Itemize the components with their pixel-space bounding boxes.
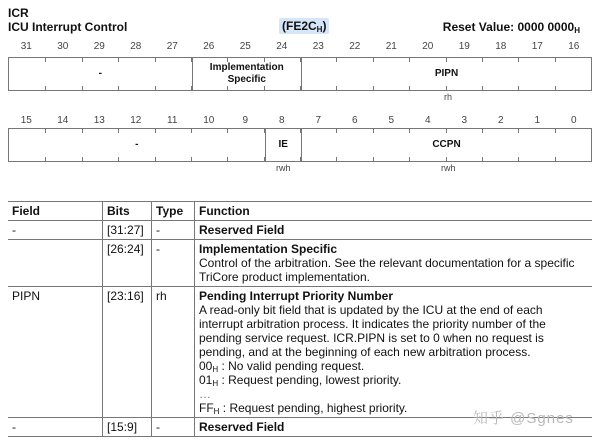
- bit-tick: [336, 58, 337, 62]
- bit-tick: [555, 86, 556, 90]
- bit-tick: [446, 86, 447, 90]
- bit-tick: [409, 157, 410, 161]
- bit-number: 26: [203, 41, 215, 52]
- bit-number: 9: [242, 115, 249, 126]
- bit-tick: [82, 129, 83, 133]
- bit-tick: [82, 58, 83, 62]
- bit-tick: [518, 58, 519, 62]
- cell-type: rh: [152, 287, 195, 418]
- bit-tick: [482, 58, 483, 62]
- bit-number: 1: [534, 115, 541, 126]
- bit-tick: [518, 129, 519, 133]
- bit-number: 11: [167, 115, 178, 126]
- bit-tick: [118, 129, 119, 133]
- value-ellipsis: …: [199, 387, 211, 401]
- cell-type: -: [152, 418, 195, 437]
- bit-number: 21: [385, 41, 397, 52]
- register-description: ICU Interrupt Control: [8, 20, 128, 34]
- bit-tick: [45, 86, 46, 90]
- table-row: [8, 240, 592, 287]
- field-implementation-specific: Implementation Specific: [192, 58, 302, 90]
- value-line: $FF_H$ : Request pending, highest priority.: [199, 401, 408, 416]
- bit-tick: [264, 129, 265, 133]
- bit-number: 3: [461, 115, 468, 126]
- bit-number: 6: [351, 115, 358, 126]
- bit-tick: [191, 157, 192, 161]
- cell-field: [8, 240, 103, 287]
- bit-number: 8: [278, 115, 285, 126]
- field-reserved-lower: -: [135, 139, 139, 150]
- bit-tick: [373, 129, 374, 133]
- bit-tick: [446, 129, 447, 133]
- upper-register-diagram: [8, 57, 592, 91]
- function-text: A read-only bit field that is updated by the ICU at the end of each interrupt arbitration process. It indicates the priority number of the pending service request. ICR.PIPN is set to 0 when no request is pending, and at the beginning of each new arbitration process.: [199, 303, 546, 359]
- bit-tick: [227, 86, 228, 90]
- function-title: Pending Interrupt Priority Number: [199, 289, 394, 303]
- bit-tick: [45, 129, 46, 133]
- bit-tick: [227, 58, 228, 62]
- bit-tick: [482, 157, 483, 161]
- access-ccpn: rwh: [441, 163, 456, 173]
- bit-number: 0: [570, 115, 577, 126]
- cell-bits: [26:24]: [103, 240, 152, 287]
- bit-tick: [409, 129, 410, 133]
- bit-tick: [82, 157, 83, 161]
- bit-tick: [336, 129, 337, 133]
- bit-tick: [482, 129, 483, 133]
- cell-type: -: [152, 240, 195, 287]
- cell-function: [195, 240, 593, 287]
- field-pipn: PIPN: [301, 58, 591, 90]
- cell-function: Reserved Field: [195, 418, 593, 437]
- bit-tick: [191, 129, 192, 133]
- cell-field: PIPN: [8, 287, 103, 418]
- bit-tick: [191, 58, 192, 62]
- bit-number: 2: [497, 115, 504, 126]
- bit-number: 31: [20, 41, 32, 52]
- bit-tick: [336, 86, 337, 90]
- column-header-bits: Bits: [103, 202, 152, 221]
- bit-tick: [373, 157, 374, 161]
- bit-number: 18: [495, 41, 507, 52]
- watermark: 知乎 @Sgnes: [473, 410, 574, 427]
- function-text: Control of the arbitration. See the relevant documentation for a specific TriCore product implementation.: [199, 256, 575, 284]
- table-header: [8, 202, 592, 221]
- bit-number: 20: [422, 41, 434, 52]
- bit-tick: [45, 157, 46, 161]
- lower-register-diagram: [8, 128, 592, 162]
- function-title: Implementation Specific: [199, 242, 338, 256]
- bit-tick: [191, 86, 192, 90]
- field-reserved-upper: -: [98, 68, 102, 79]
- bit-number: 4: [424, 115, 431, 126]
- bit-tick: [555, 157, 556, 161]
- bit-tick: [118, 157, 119, 161]
- bit-tick: [446, 58, 447, 62]
- bit-tick: [373, 86, 374, 90]
- bit-number: 17: [531, 41, 543, 52]
- bit-tick: [227, 129, 228, 133]
- access-ie: rwh: [276, 163, 291, 173]
- bit-tick: [300, 86, 301, 90]
- bit-tick: [264, 58, 265, 62]
- bit-number: 13: [93, 115, 105, 126]
- bit-number: 29: [93, 41, 105, 52]
- column-header-type: Type: [152, 202, 195, 221]
- cell-function: [195, 287, 593, 418]
- bit-tick: [409, 58, 410, 62]
- lower-bit-numbers: [8, 115, 592, 129]
- register-name: ICR: [8, 6, 29, 20]
- cell-function: Reserved Field: [195, 221, 593, 240]
- bit-tick: [118, 86, 119, 90]
- bit-tick: [518, 86, 519, 90]
- bit-tick: [155, 129, 156, 133]
- field-ccpn: CCPN: [301, 129, 591, 161]
- upper-bit-numbers: [8, 41, 592, 55]
- bit-number: 10: [203, 115, 215, 126]
- bit-number: 25: [239, 41, 251, 52]
- bit-number: 14: [57, 115, 69, 126]
- bit-tick: [482, 86, 483, 90]
- bit-tick: [300, 129, 301, 133]
- bit-tick: [555, 58, 556, 62]
- bit-tick: [264, 86, 265, 90]
- bit-number: 27: [166, 41, 178, 52]
- bit-tick: [446, 157, 447, 161]
- cell-bits: [31:27]: [103, 221, 152, 240]
- register-address: $(FE2C_H)$: [279, 18, 329, 34]
- column-header-function: Function: [195, 202, 593, 221]
- bit-tick: [373, 58, 374, 62]
- cell-bits: [15:9]: [103, 418, 152, 437]
- bit-tick: [82, 86, 83, 90]
- reset-value: Reset Value: 0000 $0000_H$: [442, 20, 580, 35]
- bit-number: 7: [315, 115, 322, 126]
- bit-tick: [155, 58, 156, 62]
- bit-tick: [155, 86, 156, 90]
- bit-tick: [300, 157, 301, 161]
- value-line: $01_H$ : Request pending, lowest priority.: [199, 373, 402, 388]
- table-row: [8, 221, 592, 240]
- cell-field: -: [8, 221, 103, 240]
- field-ie: IE: [265, 129, 302, 161]
- bit-number: 19: [458, 41, 470, 52]
- table-row: [8, 287, 592, 418]
- bit-tick: [155, 157, 156, 161]
- bit-tick: [118, 58, 119, 62]
- bit-number: 15: [20, 115, 32, 126]
- bit-number: 12: [130, 115, 142, 126]
- bit-number: 16: [568, 41, 580, 52]
- bit-tick: [518, 157, 519, 161]
- bit-number: 30: [57, 41, 69, 52]
- bit-number: 5: [388, 115, 395, 126]
- bit-tick: [227, 157, 228, 161]
- bit-tick: [45, 58, 46, 62]
- value-line: $00_H$ : No valid pending request.: [199, 359, 365, 374]
- bit-number: 23: [312, 41, 324, 52]
- bit-number: 22: [349, 41, 361, 52]
- bit-tick: [264, 157, 265, 161]
- cell-type: -: [152, 221, 195, 240]
- bit-tick: [336, 157, 337, 161]
- bit-tick: [300, 58, 301, 62]
- field-description-table: [8, 201, 592, 437]
- column-header-field: Field: [8, 202, 103, 221]
- cell-bits: [23:16]: [103, 287, 152, 418]
- access-pipn: rh: [444, 92, 453, 102]
- cell-field: -: [8, 418, 103, 437]
- bit-tick: [409, 86, 410, 90]
- bit-tick: [555, 129, 556, 133]
- bit-number: 28: [130, 41, 142, 52]
- bit-number: 24: [276, 41, 288, 52]
